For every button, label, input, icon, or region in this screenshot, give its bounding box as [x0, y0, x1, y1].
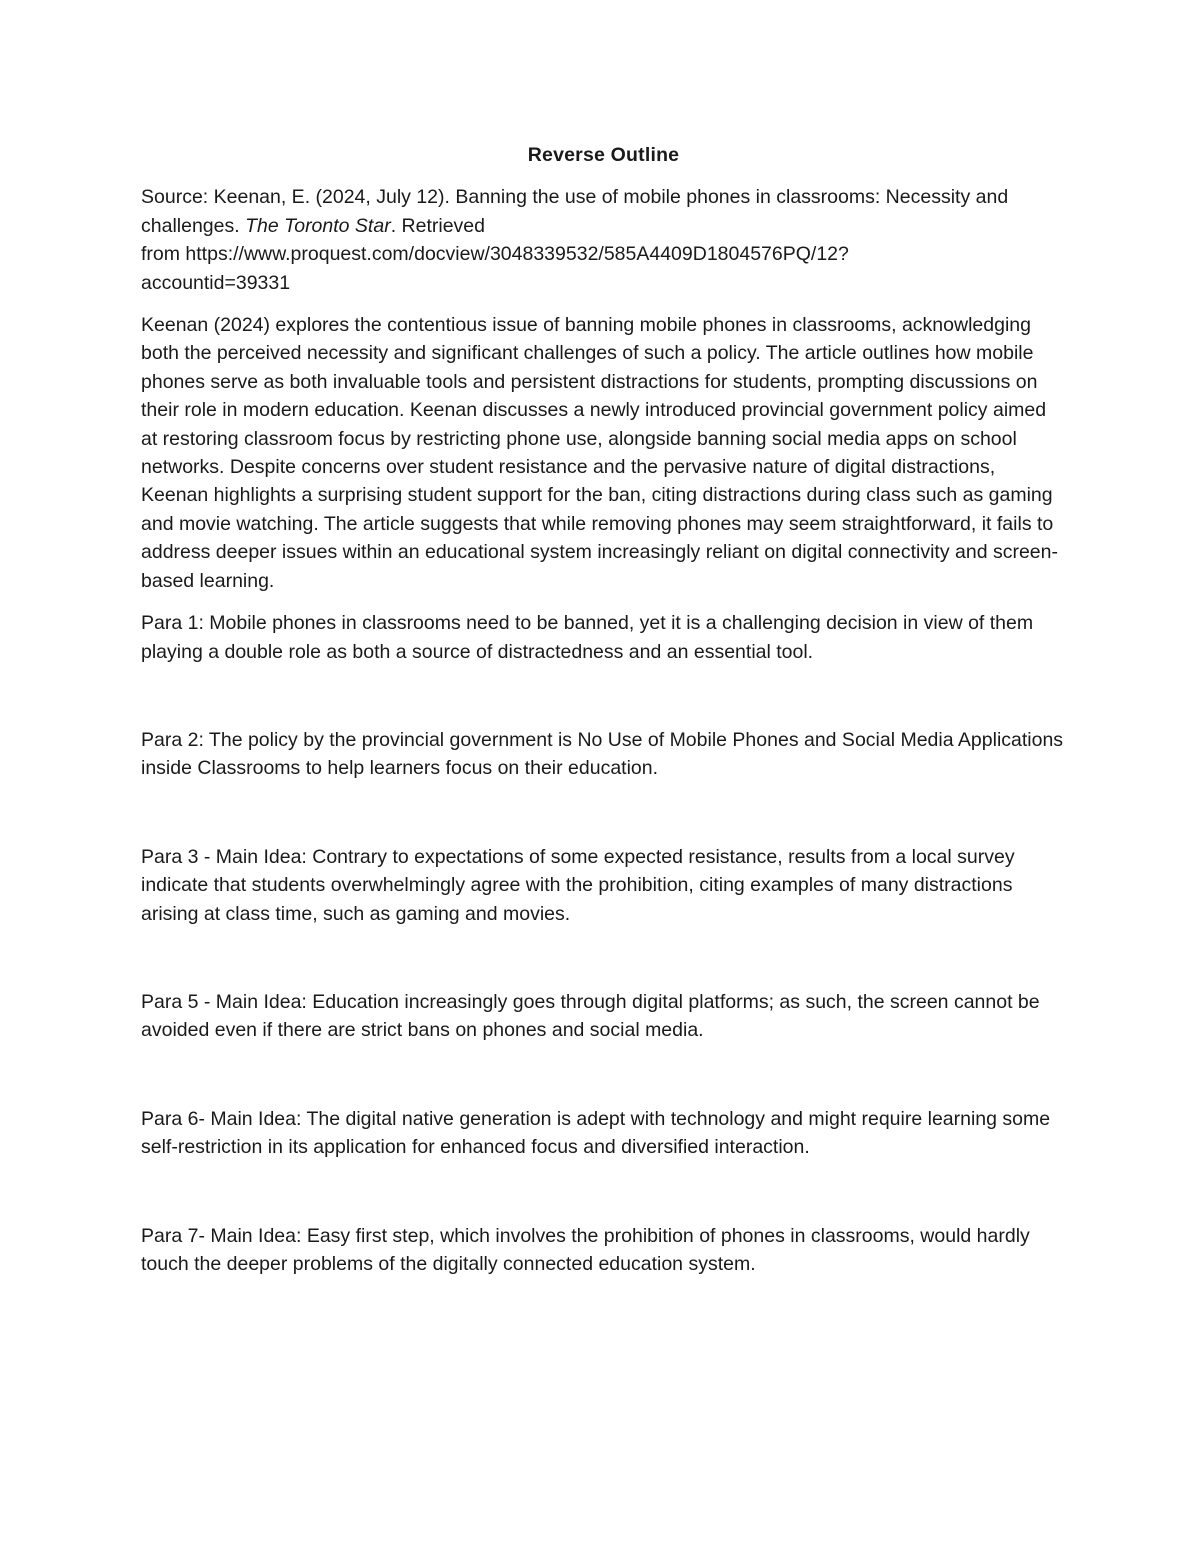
source-citation	[141, 183, 1066, 297]
summary-paragraph: Keenan (2024) explores the contentious issue of banning mobile phones in classrooms, acknowledging both the perceived necessity and significant challenges of such a policy. The article outlines how mobile phones serve as both invaluable tools and persistent distractions for students, prompting discussions on their role in modern education. Keenan discusses a newly introduced provincial government policy aimed at restoring classroom focus by restricting phone use, alongside banning social media apps on school networks. Despite concerns over student resistance and the pervasive nature of digital distractions, Keenan highlights a surprising student support for the ban, citing distractions during class such as gaming and movie watching. The article suggests that while removing phones may seem straightforward, it fails to address deeper issues within an educational system increasingly reliant on digital connectivity and screen-based learning.	[141, 314, 1058, 592]
outline-para-5-text: Para 5 - Main Idea: Education increasingly goes through digital platforms; as such, the screen cannot be avoided even if there are strict bans on phones and social media.	[141, 990, 1040, 1042]
document-body	[141, 141, 1066, 1338]
outline-para-3-text: Para 3 - Main Idea: Contrary to expectations of some expected resistance, results from a local survey indicate that students overwhelmingly agree with the prohibition, citing examples of many distractions arising at class time, such as gaming and movies.	[141, 845, 1015, 925]
outline-para-6-text: Para 6- Main Idea: The digital native generation is adept with technology and might require learning some self-restriction in its application for enhanced focus and diversified interaction.	[141, 1107, 1051, 1159]
source-citation-text: Source: Keenan, E. (2024, July 12). Banning the use of mobile phones in classrooms: Necessity and challenges.	[141, 186, 1009, 237]
outline-para-6	[141, 1105, 1066, 1162]
outline-para-2	[141, 726, 1066, 783]
source-url[interactable]: from https://www.proquest.com/docview/3048339532/585A4409D1804576PQ/12?	[141, 243, 849, 266]
source-journal-title: The Toronto Star	[245, 214, 391, 237]
outline-para-5	[141, 988, 1066, 1045]
outline-para-1	[141, 609, 1066, 666]
outline-para-7	[141, 1222, 1066, 1279]
document-title: Reverse Outline	[527, 144, 680, 166]
outline-para-7-text: Para 7- Main Idea: Easy first step, which involves the prohibition of phones in classrooms, would hardly touch the deeper problems of the digitally connected education system.	[141, 1224, 1030, 1275]
source-retrieved-text: . Retrieved	[390, 214, 485, 237]
source-url-continued[interactable]: accountid=39331	[141, 271, 291, 294]
outline-para-2-text: Para 2: The policy by the provincial government is No Use of Mobile Phones and Social Media Applications inside Classrooms to help learners focus on their education.	[141, 728, 1064, 780]
outline-para-3	[141, 843, 1066, 928]
outline-para-1-text: Para 1: Mobile phones in classrooms need to be banned, yet it is a challenging decision in view of them playing a double role as both a source of distractedness and an essential tool.	[141, 612, 1034, 663]
